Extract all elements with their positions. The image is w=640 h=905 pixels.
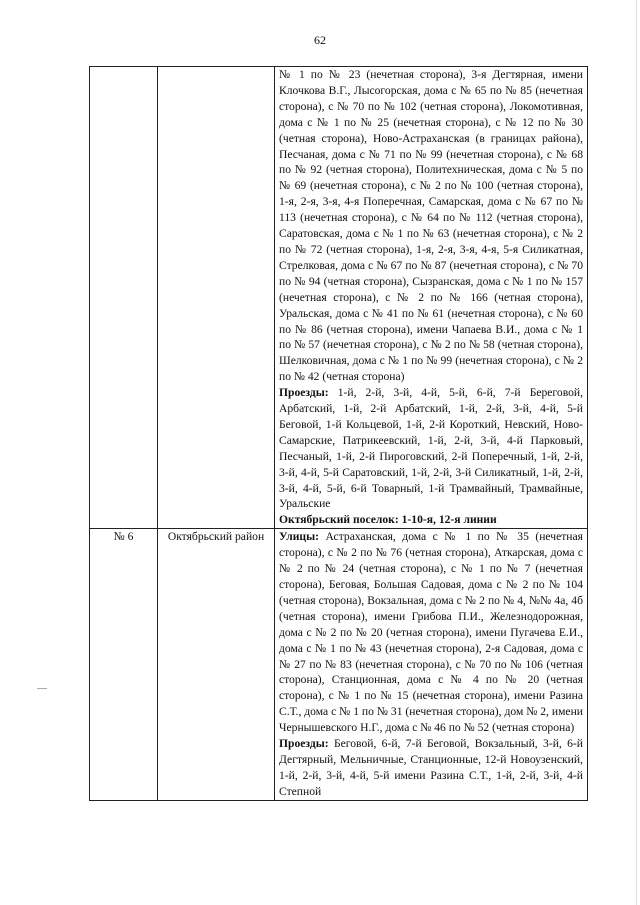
passages-text: 1-й, 2-й, 3-й, 4-й, 5-й, 6-й, 7-й Береговой, Арбатский, 1-й, 2-й Арбатский, 1-й, 2-й, 3-й, 4-й, 5-й Беговой, 1-й Кольцевой, 1-й, 2-й Короткий, Невский, Ново-Самарские, Патрикеевский, 1-й, 2-й, 3-й, 4-й Парковый, Песчаный, 1-й, 2-й Пироговский, 2-й Поперечный, 1-й, 2-й, 3-й, 4-й, 5-й Саратовский, 1-й, 2-й, 3-й Силикатный, 1-й, 2-й, 3-й, 4-й, 5-й, 6-й Товарный, 1-й Трамвайный, Трамвайные, Уральские xyxy=(279,386,583,511)
page-edge xyxy=(636,0,637,905)
margin-mark xyxy=(37,688,47,689)
passages-label: Проезды: xyxy=(279,737,329,751)
settlement-paragraph xyxy=(279,512,583,528)
settlement-label: Октябрьский поселок: xyxy=(279,513,399,527)
page-number: 62 xyxy=(314,33,326,47)
row-number-cell xyxy=(90,67,158,529)
streets-paragraph xyxy=(279,529,583,736)
row-number-cell: № 6 xyxy=(90,529,158,800)
districts-table xyxy=(89,66,588,801)
settlement-text: 1-10-я, 12-я линии xyxy=(398,513,497,527)
streets-cell xyxy=(275,529,588,800)
district-cell xyxy=(158,67,275,529)
passages-paragraph xyxy=(279,385,583,512)
streets-label: Улицы: xyxy=(279,530,319,544)
passages-text: Беговой, 6-й, 7-й Беговой, Вокзальный, 3-й, 6-й Дегтярный, Мельничные, Станционные, 12-й Новоузенский, 1-й, 2-й, 3-й, 4-й, 5-й имени Разина С.Т., 1-й, 2-й, 3-й, 4-й Степной xyxy=(279,737,583,798)
district-cell: Октябрьский район xyxy=(158,529,275,800)
table-row xyxy=(90,529,588,800)
table-row xyxy=(90,67,588,529)
passages-paragraph xyxy=(279,736,583,800)
passages-label: Проезды: xyxy=(279,386,329,400)
streets-cell xyxy=(275,67,588,529)
streets-text: Астраханская, дома с № 1 по № 35 (нечетная сторона), с № 2 по № 76 (четная сторона), Аткарская, дома с № 2 по № 24 (четная сторона), с № 1 по № 7 (нечетная сторона), Беговая, Большая Садовая, дома с № 2 по № 104 (четная сторона), Вокзальная, дома с № 2 по № 4, №№ 4а, 4б (четная сторона), имени Грибова П.И., Железнодорожная, дома с № 2 по № 20 (четная сторона), имени Пугачева Е.И., дома с № 1 по № 43 (нечетная сторона), 2-я Садовая, дома с № 27 по № 83 (нечетная сторона), с № 70 по № 106 (четная сторона), Станционная, дома с № 4 по № 20 (четная сторона), с № 1 по № 15 (нечетная сторона), имени Разина С.Т., дома с № 1 по № 31 (нечетная сторона), дом № 2, имени Чернышевского Н.Г., дома с № 46 по № 52 (четная сторона) xyxy=(279,530,583,735)
streets-text: № 1 по № 23 (нечетная сторона), 3-я Дегтярная, имени Клочкова В.Г., Лысогорская, дома с № 65 по № 85 (нечетная сторона), с № 70 по № 102 (четная сторона), Локомотивная, дома с № 1 по № 25 (нечетная сторона), с № 12 по № 30 (четная сторона), Ново-Астраханская (в границах района), Песчаная, дома с № 71 по № 99 (нечетная сторона), с № 68 по № 92 (четная сторона), Политехническая, дома с № 5 по № 69 (нечетная сторона), с № 2 по № 100 (четная сторона), 1-я, 2-я, 3-я, 4-я Поперечная, Самарская, дома с № 67 по № 113 (нечетная сторона), с № 64 по № 112 (четная сторона), Саратовская, дома с № 1 по № 63 (нечетная сторона), с № 2 по № 72 (четная сторона), 1-я, 2-я, 3-я, 4-я, 5-я Силикатная, Стрелковая, дома с № 67 по № 87 (нечетная сторона), с № 70 по № 94 (четная сторона), Сызранская, дома с № 1 по № 157 (нечетная сторона), с № 2 по № 166 (четная сторона), Уральская, дома с № 41 по № 61 (нечетная сторона), с № 60 по № 86 (четная сторона), имени Чапаева В.И., дома с № 1 по № 57 (нечетная сторона), с № 2 по № 58 (четная сторона), Шелковичная, дома с № 1 по № 99 (нечетная сторона), с № 2 по № 42 (четная сторона) xyxy=(279,68,583,384)
